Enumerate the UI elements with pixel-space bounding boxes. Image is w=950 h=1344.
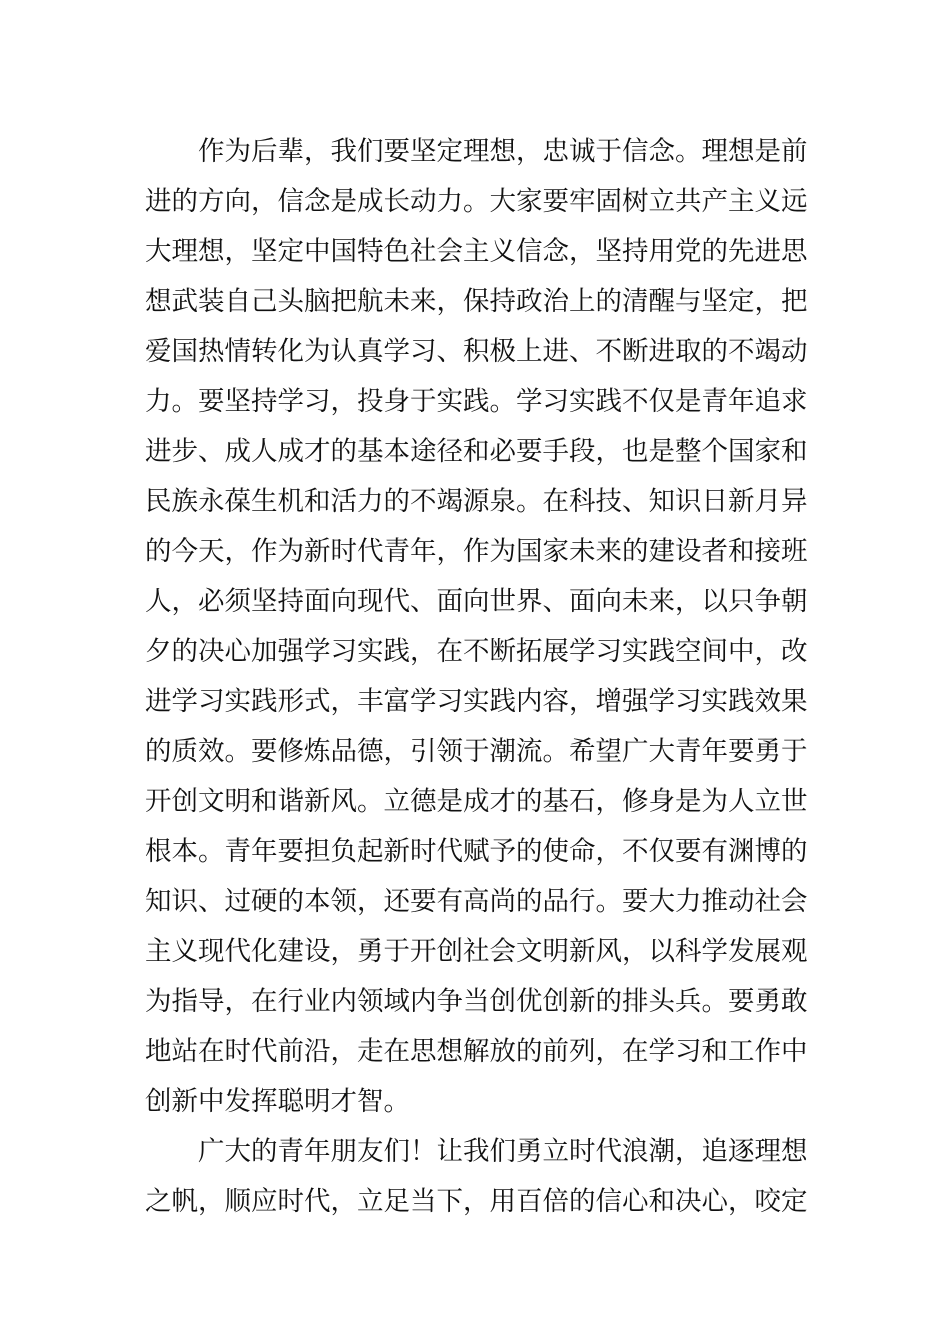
paragraph-1-line-8: 民族永葆生机和活力的不竭源泉。在科技、知识日新月异 [145, 486, 808, 517]
paragraph-1-line-6: 力。要坚持学习，投身于实践。学习实践不仅是青年追求 [145, 386, 808, 417]
paragraph-1-line-11: 夕的决心加强学习实践，在不断拓展学习实践空间中，改 [145, 636, 808, 667]
paragraph-1-line-3: 大理想，坚定中国特色社会主义信念，坚持用党的先进思 [145, 236, 808, 267]
paragraph-1-line-18: 为指导，在行业内领域内争当创优创新的排头兵。要勇敢 [145, 986, 808, 1017]
paragraph-1-line-5: 爱国热情转化为认真学习、积极上进、不断进取的不竭动 [145, 336, 808, 367]
paragraph-1-line-9: 的今天，作为新时代青年，作为国家未来的建设者和接班 [145, 536, 808, 567]
paragraph-2-line-2: 之帆，顺应时代，立足当下，用百倍的信心和决心，咬定 [145, 1186, 808, 1217]
paragraph-1-line-2: 进的方向，信念是成长动力。大家要牢固树立共产主义远 [145, 186, 808, 217]
paragraph-1-line-15: 根本。青年要担负起新时代赋予的使命，不仅要有渊博的 [145, 836, 808, 867]
paragraph-1-line-17: 主义现代化建设，勇于开创社会文明新风，以科学发展观 [145, 936, 808, 967]
body-text [145, 127, 809, 1227]
paragraph-1-line-4: 想武装自己头脑把航未来，保持政治上的清醒与坚定，把 [145, 286, 808, 317]
paragraph-1-line-19: 地站在时代前沿，走在思想解放的前列，在学习和工作中 [145, 1036, 808, 1067]
paragraph-1-line-10: 人，必须坚持面向现代、面向世界、面向未来，以只争朝 [145, 586, 808, 617]
paragraph-1-line-1: 作为后辈，我们要坚定理想，忠诚于信念。理想是前 [198, 136, 808, 167]
paragraph-2-line-1: 广大的青年朋友们！让我们勇立时代浪潮，追逐理想 [198, 1136, 808, 1167]
paragraph-1-line-16: 知识、过硬的本领，还要有高尚的品行。要大力推动社会 [145, 886, 808, 917]
paragraph-1-line-13: 的质效。要修炼品德，引领于潮流。希望广大青年要勇于 [145, 736, 808, 767]
paragraph-1-line-7: 进步、成人成才的基本途径和必要手段，也是整个国家和 [145, 436, 808, 467]
paragraph-1-line-14: 开创文明和谐新风。立德是成才的基石，修身是为人立世 [145, 786, 808, 817]
paragraph-1-line-12: 进学习实践形式，丰富学习实践内容，增强学习实践效果 [145, 686, 808, 717]
paragraph-1-line-20: 创新中发挥聪明才智。 [145, 1086, 410, 1117]
